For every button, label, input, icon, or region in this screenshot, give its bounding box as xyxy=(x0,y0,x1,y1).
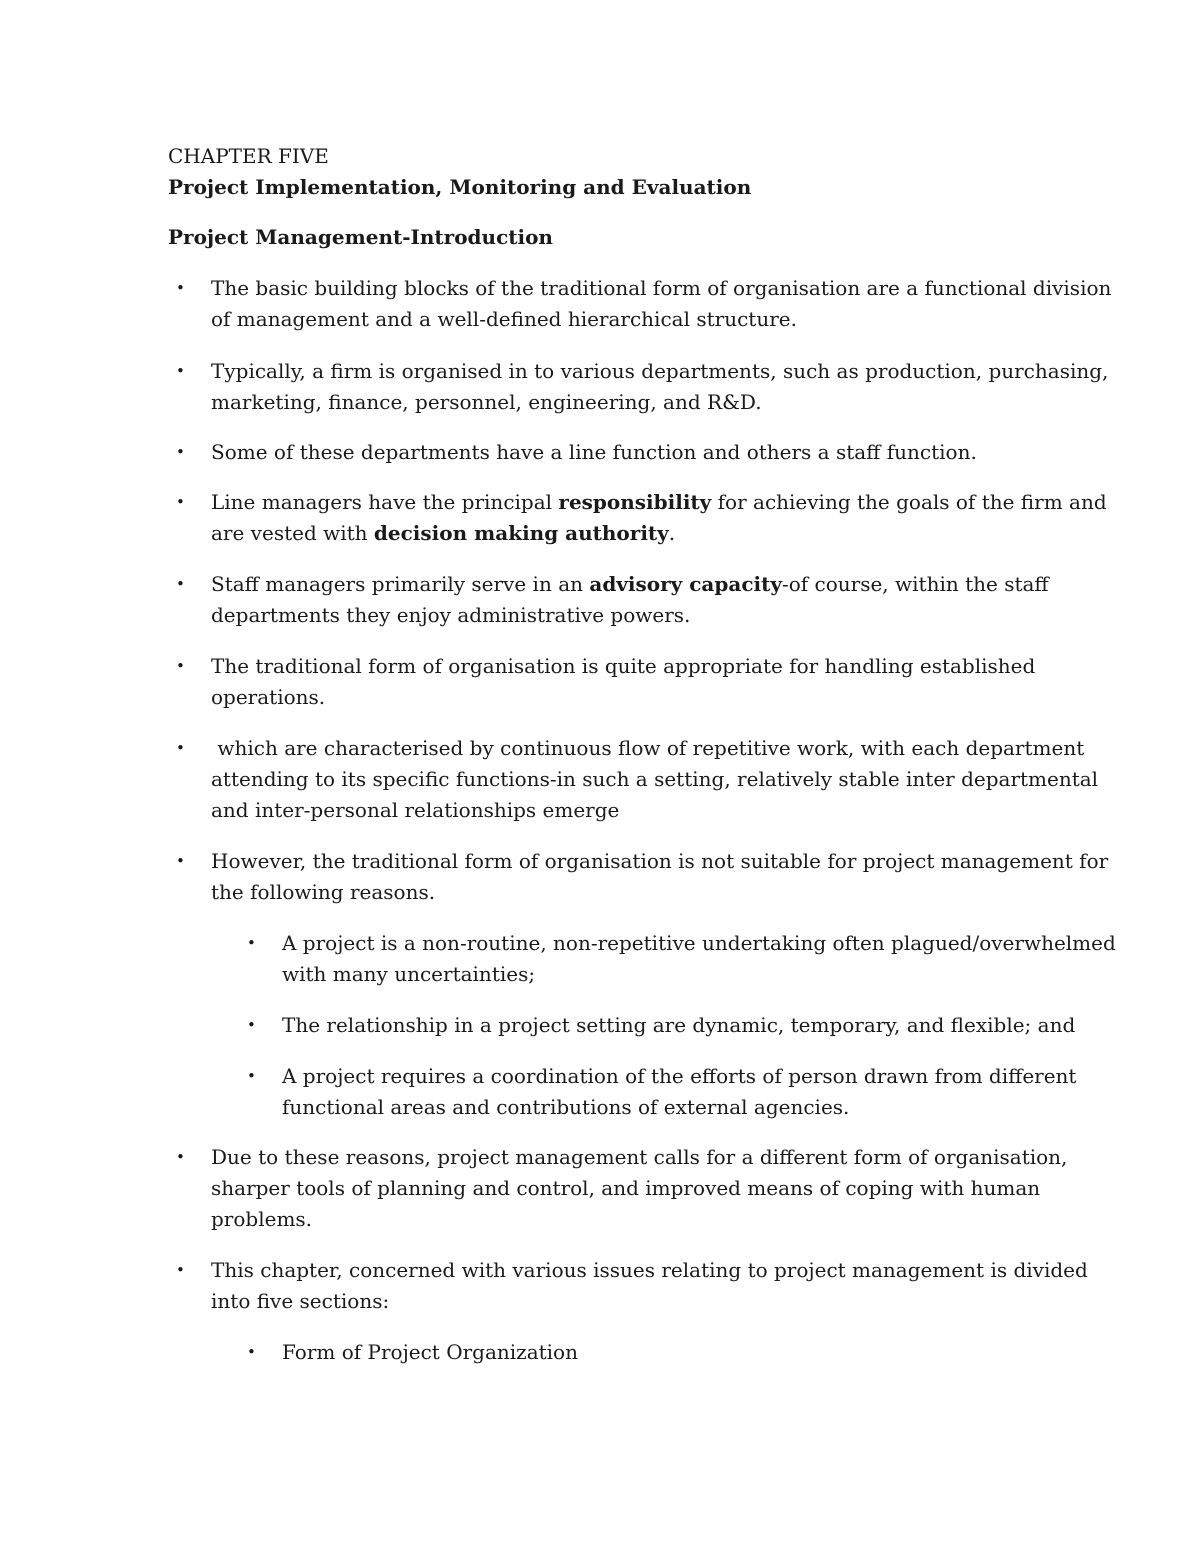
text-run: Staff managers primarily serve in an xyxy=(211,572,590,596)
list-item xyxy=(176,651,1066,713)
list-item-line: with many uncertainties; xyxy=(282,962,536,986)
text-run: are vested with xyxy=(211,521,374,545)
sub-list-item xyxy=(247,1337,1077,1368)
list-item-line: Form of Project Organization xyxy=(282,1340,578,1364)
list-item-line: into five sections: xyxy=(211,1289,390,1313)
list-item-line xyxy=(211,518,1066,549)
bullet-icon: • xyxy=(176,657,185,675)
bold-term: decision making authority xyxy=(373,521,669,545)
bullet-icon: • xyxy=(176,852,185,870)
text-run: . xyxy=(668,521,676,545)
list-item xyxy=(176,1255,1088,1317)
list-item-line: marketing, finance, personnel, engineering, and R&D. xyxy=(211,390,762,414)
sub-list-item xyxy=(247,928,1116,990)
bullet-icon: • xyxy=(176,443,185,461)
list-item-line: functional areas and contributions of external agencies. xyxy=(282,1095,850,1119)
bullet-icon: • xyxy=(176,279,185,297)
list-item-line: the following reasons. xyxy=(211,880,436,904)
list-item-line: The relationship in a project setting are dynamic, temporary, and flexible; and xyxy=(282,1013,1076,1037)
list-item-line: A project requires a coordination of the efforts of person drawn from different xyxy=(282,1064,1077,1088)
list-item-line: which are characterised by continuous flow of repetitive work, with each department xyxy=(211,736,1085,760)
bullet-icon: • xyxy=(176,575,185,593)
list-item-line: Some of these departments have a line function and others a staff function. xyxy=(211,440,977,464)
list-item-line: Due to these reasons, project management calls for a different form of organisation, xyxy=(211,1145,1068,1169)
section-heading: Project Management-Introduction xyxy=(168,225,553,249)
list-item-line: and inter-personal relationships emerge xyxy=(211,798,620,822)
list-item-line: attending to its specific functions-in such a setting, relatively stable inter departmental xyxy=(211,767,1099,791)
text-run: for achieving the goals of the firm and xyxy=(711,490,1107,514)
list-item-line: operations. xyxy=(211,685,326,709)
chapter-title: CHAPTER FIVE xyxy=(168,144,329,168)
list-item-line: problems. xyxy=(211,1207,313,1231)
text-run: -of course, within the staff xyxy=(781,572,1049,596)
bullet-icon: • xyxy=(176,362,185,380)
list-item xyxy=(176,487,1107,549)
bullet-icon: • xyxy=(176,739,185,757)
sub-list-item xyxy=(247,1061,1077,1123)
sub-list-item xyxy=(247,1010,1077,1041)
list-item-line: The basic building blocks of the traditional form of organisation are a functional division xyxy=(211,276,1112,300)
list-item-line: sharper tools of planning and control, and improved means of coping with human xyxy=(211,1176,1041,1200)
list-item xyxy=(176,569,1066,631)
list-item-line: A project is a non-routine, non-repetitive undertaking often plagued/overwhelmed xyxy=(282,931,1116,955)
bullet-icon: • xyxy=(247,1343,256,1361)
bullet-icon: • xyxy=(176,1148,185,1166)
list-item-line xyxy=(211,569,1066,600)
bold-term: advisory capacity xyxy=(589,572,782,596)
list-item-line: of management and a well-defined hierarchical structure. xyxy=(211,307,797,331)
list-item-line: departments they enjoy administrative powers. xyxy=(211,603,691,627)
bullet-icon: • xyxy=(247,934,256,952)
text-run: Line managers have the principal xyxy=(211,490,559,514)
list-item-line: The traditional form of organisation is quite appropriate for handling established xyxy=(211,654,1036,678)
bullet-icon: • xyxy=(176,1261,185,1279)
bullet-icon: • xyxy=(176,493,185,511)
list-item xyxy=(176,733,1099,826)
list-item-line xyxy=(211,487,1107,518)
list-item xyxy=(176,356,1109,418)
bold-term: responsibility xyxy=(558,490,712,514)
list-item xyxy=(176,437,1066,468)
list-item xyxy=(176,273,1112,335)
list-item-line: This chapter, concerned with various issues relating to project management is divided xyxy=(211,1258,1088,1282)
bullet-icon: • xyxy=(247,1067,256,1085)
list-item-line: However, the traditional form of organisation is not suitable for project management for xyxy=(211,849,1109,873)
bullet-icon: • xyxy=(247,1016,256,1034)
list-item xyxy=(176,1142,1066,1235)
chapter-subtitle: Project Implementation, Monitoring and Evaluation xyxy=(168,175,752,199)
list-item-line: Typically, a firm is organised in to various departments, such as production, purchasing, xyxy=(211,359,1109,383)
list-item xyxy=(176,846,1109,908)
